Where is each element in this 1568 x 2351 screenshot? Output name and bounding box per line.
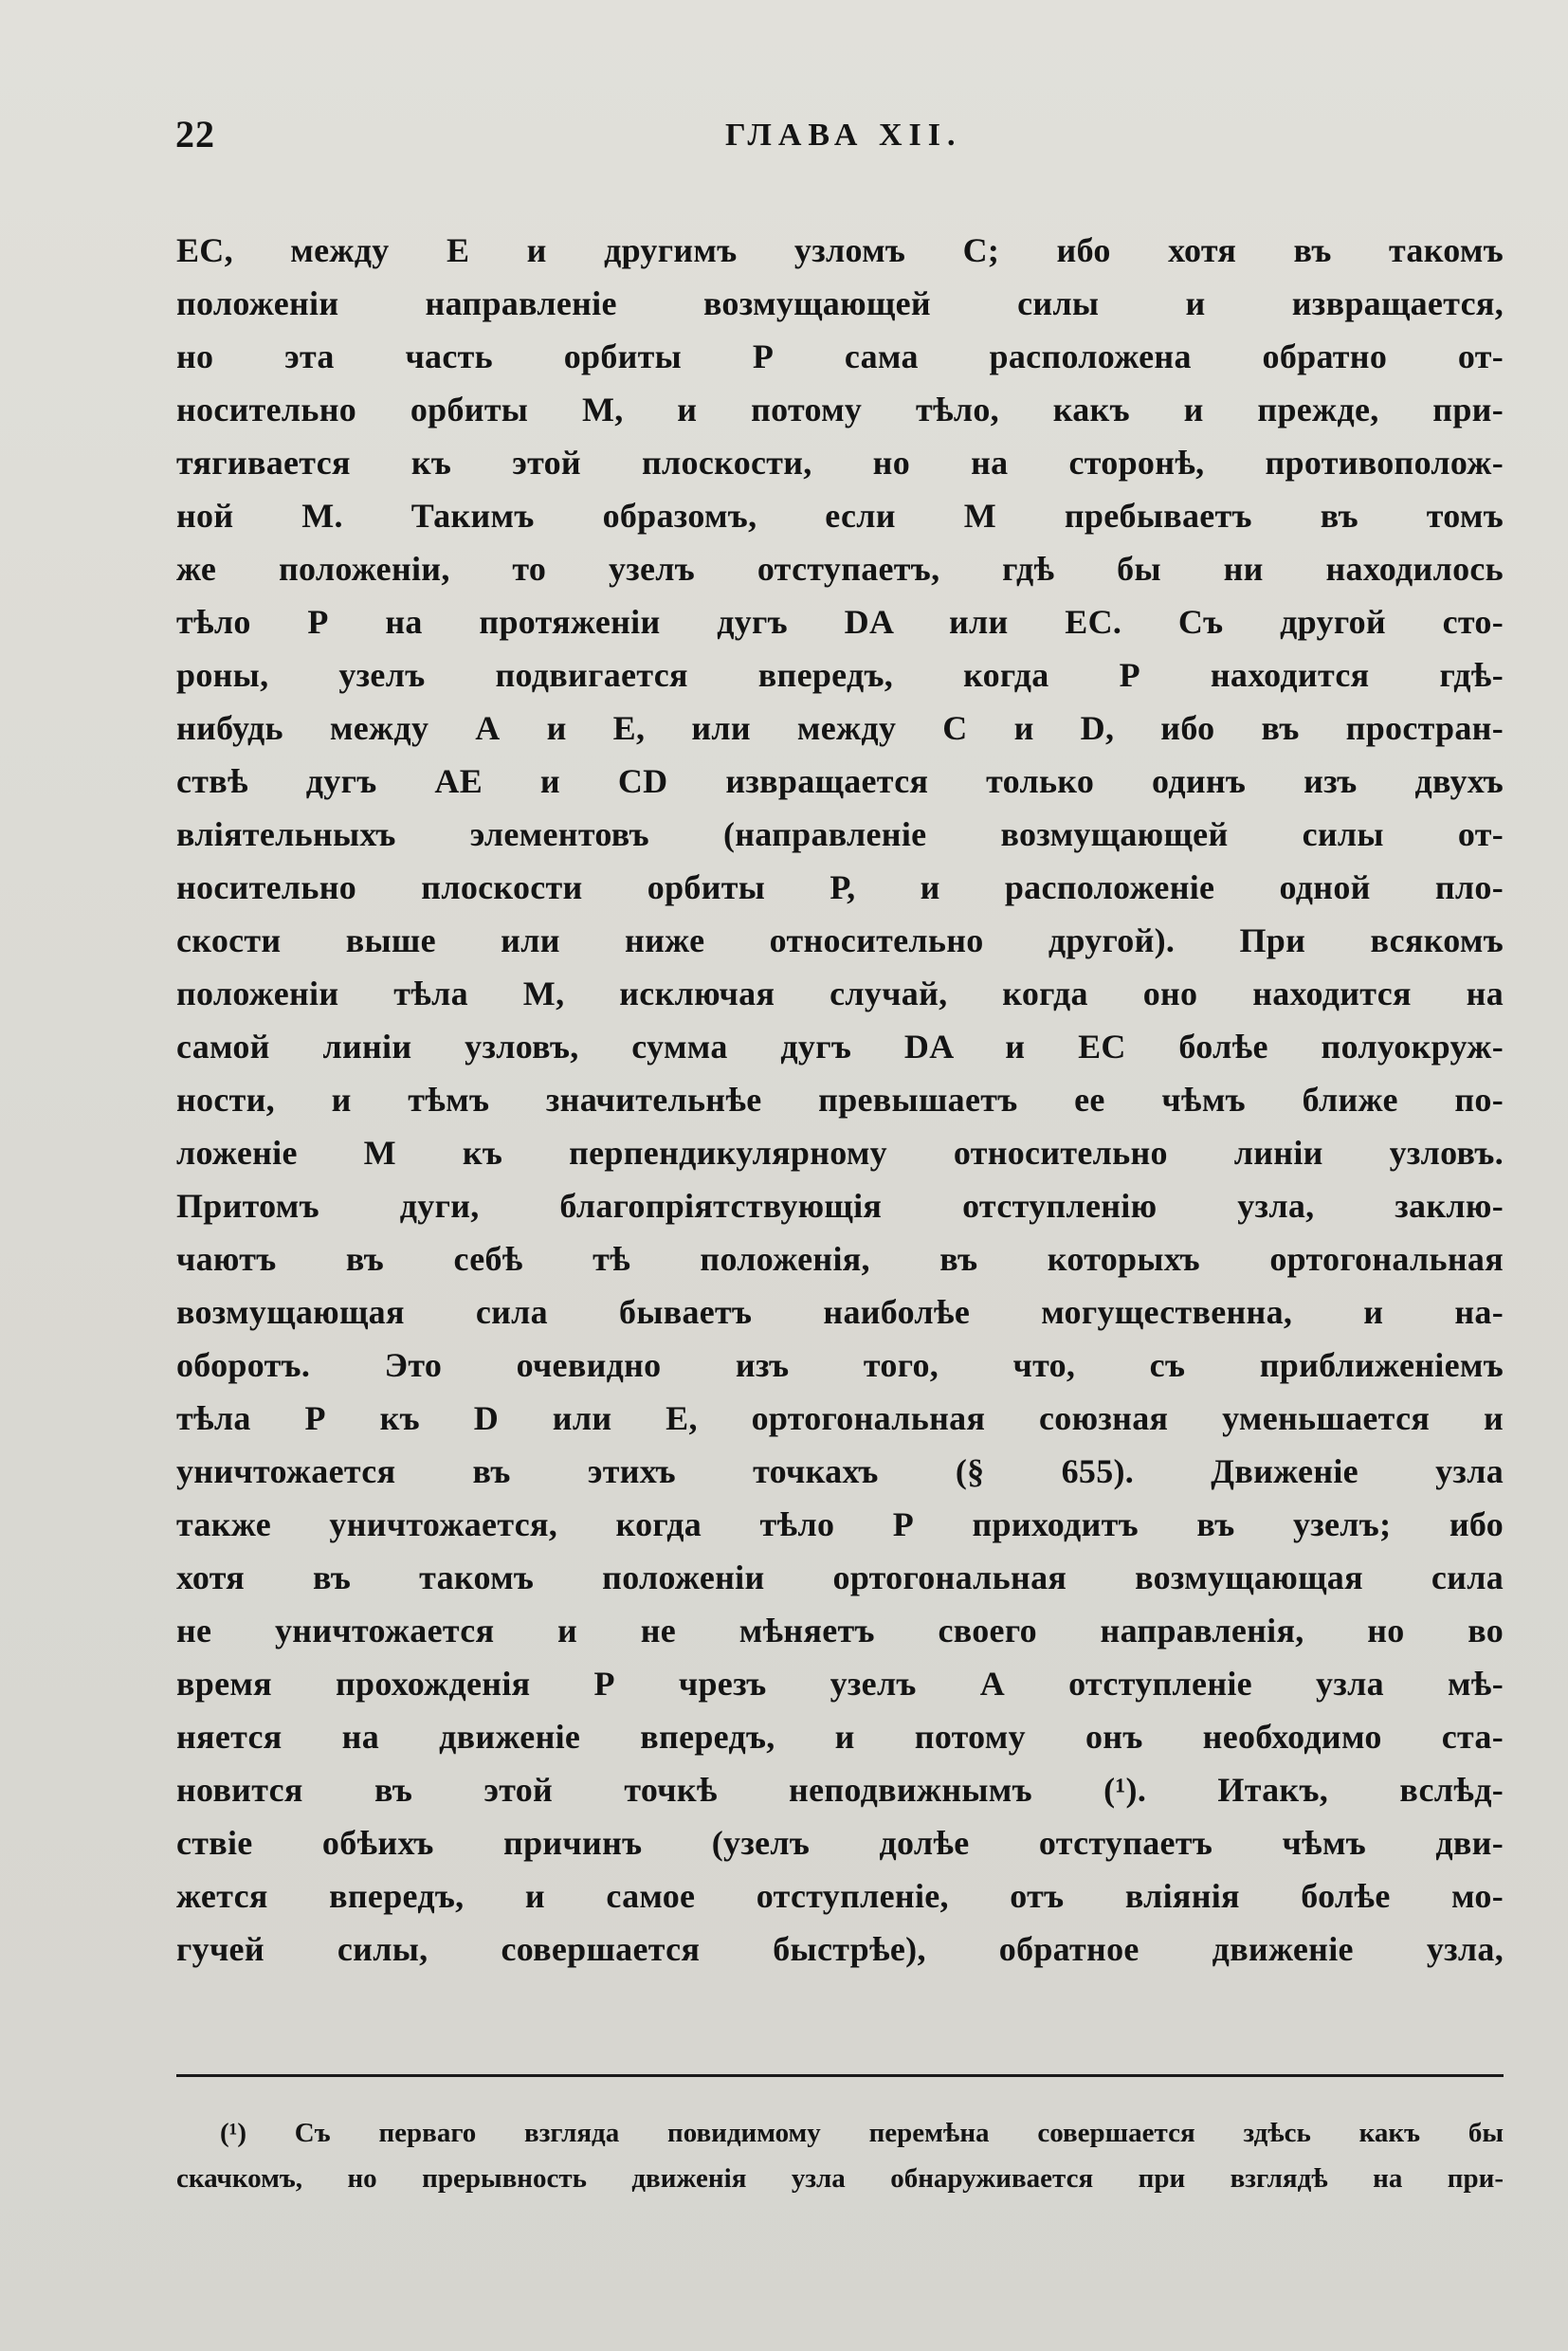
footnote-line: скачкомъ, но прерывность движенія узла обнаруживается при взглядѣ на при- (176, 2163, 1504, 2194)
text-line: ЕС, между Е и другимъ узломъ С; ибо хотя въ такомъ (176, 231, 1504, 269)
text-line: вліятельныхъ элементовъ (направленіе возмущающей силы от- (176, 815, 1504, 853)
text-line: также уничтожается, когда тѣло Р приходитъ въ узелъ; ибо (176, 1505, 1504, 1543)
text-line: ложеніе М къ перпендикулярному относительно линіи узловъ. (176, 1134, 1504, 1172)
text-line: уничтожается въ этихъ точкахъ (§ 655). Движеніе узла (176, 1452, 1504, 1490)
running-head: ГЛАВА XII. (725, 118, 962, 153)
text-line: новится въ этой точкѣ неподвижнымъ (¹). Итакъ, вслѣд- (176, 1771, 1504, 1809)
text-line: скости выше или ниже относительно другой). При всякомъ (176, 921, 1504, 959)
text-line: нибудь между А и Е, или между С и D, ибо въ простран- (176, 709, 1504, 747)
text-line: тѣла Р къ D или Е, ортогональная союзная уменьшается и (176, 1399, 1504, 1437)
page-number: 22 (175, 113, 215, 155)
text-line: тѣло Р на протяженіи дугъ DA или ЕС. Съ другой сто- (176, 603, 1504, 641)
body-text (176, 224, 1504, 1976)
text-line: ной М. Такимъ образомъ, если М пребываетъ въ томъ (176, 497, 1504, 535)
page-header (175, 112, 1503, 169)
text-line: роны, узелъ подвигается впередъ, когда Р находится гдѣ- (176, 656, 1504, 694)
text-line: ности, и тѣмъ значительнѣе превышаетъ ее чѣмъ ближе по- (176, 1081, 1504, 1119)
text-line: жется впередъ, и самое отступленіе, отъ вліянія болѣе мо- (176, 1877, 1504, 1915)
footnote-rule (176, 2074, 1504, 2077)
footnote (176, 2110, 1504, 2201)
text-line: носительно плоскости орбиты Р, и расположеніе одной пло- (176, 868, 1504, 906)
text-line: оборотъ. Это очевидно изъ того, что, съ приближеніемъ (176, 1346, 1504, 1384)
text-line: носительно орбиты М, и потому тѣло, какъ и прежде, при- (176, 391, 1504, 428)
text-line: гучей силы, совершается быстрѣе), обратное движеніе узла, (176, 1930, 1504, 1968)
text-line: няется на движеніе впередъ, и потому онъ необходимо ста- (176, 1718, 1504, 1756)
text-line: же положеніи, то узелъ отступаетъ, гдѣ бы ни находилось (176, 550, 1504, 588)
text-line: Притомъ дуги, благопріятствующія отступленію узла, заклю- (176, 1187, 1504, 1225)
text-line: положеніи направленіе возмущающей силы и извращается, (176, 284, 1504, 322)
text-line: положеніи тѣла М, исключая случай, когда оно находится на (176, 975, 1504, 1012)
footnote-line: (¹) Съ перваго взгляда повидимому перемѣна совершается здѣсь какъ бы (220, 2118, 1504, 2148)
text-line: чаютъ въ себѣ тѣ положенія, въ которыхъ ортогональная (176, 1240, 1504, 1278)
text-line: время прохожденія Р чрезъ узелъ А отступленіе узла мѣ- (176, 1665, 1504, 1703)
text-line: ствіе обѣихъ причинъ (узелъ долѣе отступаетъ чѣмъ дви- (176, 1824, 1504, 1862)
text-line: хотя въ такомъ положеніи ортогональная возмущающая сила (176, 1558, 1504, 1596)
text-line: не уничтожается и не мѣняетъ своего направленія, но во (176, 1612, 1504, 1649)
text-line: самой линіи узловъ, сумма дугъ DA и ЕС болѣе полуокруж- (176, 1028, 1504, 1066)
text-line: ствѣ дугъ АЕ и CD извращается только одинъ изъ двухъ (176, 762, 1504, 800)
text-line: но эта часть орбиты Р сама расположена обратно от- (176, 337, 1504, 375)
text-line: возмущающая сила бываетъ наиболѣе могущественна, и на- (176, 1293, 1504, 1331)
text-line: тягивается къ этой плоскости, но на сторонѣ, противополож- (176, 444, 1504, 482)
